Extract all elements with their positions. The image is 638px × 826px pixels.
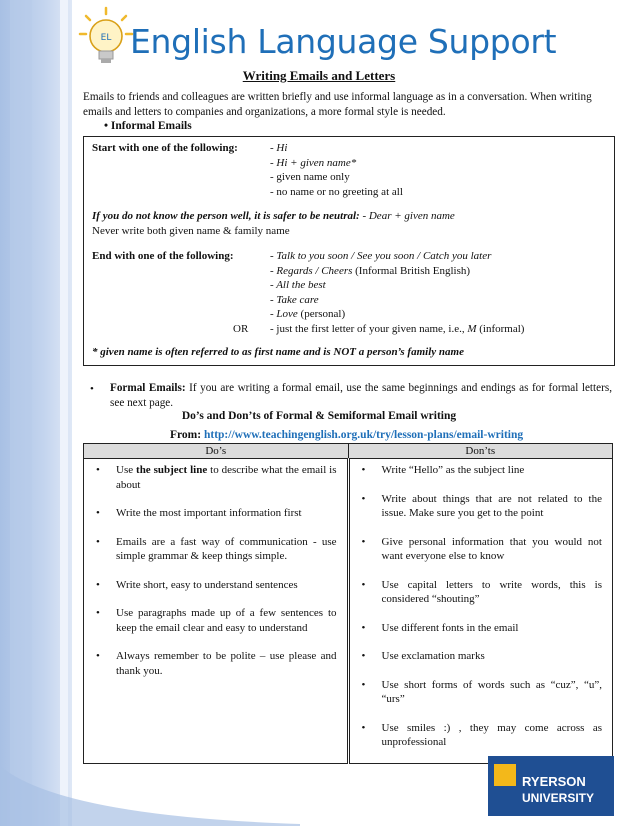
start-option-1: - Hi [270, 142, 288, 154]
ryerson-line1: RYERSON [522, 774, 586, 789]
start-label: Start with one of the following: [92, 142, 238, 154]
start-option-3: - given name only [270, 171, 350, 183]
dos-header: Do’s [84, 444, 349, 459]
donts-item: • Use smiles :) , they may come across as unprofessional [361, 721, 602, 748]
end-option-4: - Take care [270, 293, 319, 306]
informal-emails-box [83, 136, 615, 366]
end-option-6: - just the first letter of your given name, i.e., M (informal) [270, 322, 525, 335]
formal-emails-text: If you are writing a formal email, use the same beginnings and endings as for formal letters, see next page. [110, 382, 612, 409]
ryerson-university-logo [488, 756, 614, 816]
end-label: End with one of the following: [92, 250, 234, 262]
dos-item: • Write short, easy to understand sentences [96, 578, 298, 591]
donts-column [348, 459, 613, 764]
document-title: Writing Emails and Letters [242, 68, 396, 83]
donts-item: • Write “Hello” as the subject line [361, 464, 525, 476]
source-label: From: [170, 429, 204, 441]
formal-emails-paragraph [110, 381, 612, 411]
donts-item: • Use short forms of words such as “cuz”, “u”, “urs” [361, 678, 602, 705]
intro-paragraph: Emails to friends and colleagues are written briefly and use informal language as in a conversation. When writing emails and letters to companies and organizations, a more formal style is needed. [83, 91, 592, 118]
formal-emails-label: Formal Emails: [110, 382, 186, 394]
source-line [170, 429, 523, 441]
dos-item: • Use the subject line to describe what the email is about [96, 464, 337, 491]
start-option-2: - Hi + given name* [270, 156, 357, 169]
dos-item: • Emails are a fast way of communication - use simple grammar & keep things simple. [96, 535, 337, 562]
end-option-5: - Love (personal) [270, 308, 346, 320]
donts-item: • Give personal information that you would not want everyone else to know [361, 535, 602, 562]
dos-column [84, 459, 349, 764]
start-option-4: - no name or no greeting at all [270, 185, 403, 198]
lightbulb-logo-icon [78, 6, 134, 72]
donts-item: • Use different fonts in the email [361, 621, 519, 634]
end-option-3: - All the best [270, 279, 326, 291]
end-option-1: - Talk to you soon / See you soon / Catch you later [270, 250, 492, 262]
dos-item: • Use paragraphs made up of a few sentences to keep the email clear and easy to understand [96, 607, 337, 634]
dos-donts-table [83, 443, 613, 764]
bulb-text: EL [100, 33, 112, 43]
or-label: OR [233, 322, 249, 335]
end-option-2: - Regards / Cheers (Informal British English) [270, 264, 471, 277]
source-link[interactable]: http://www.teachingenglish.org.uk/try/lesson-plans/email-writing [203, 429, 524, 441]
neutral-label: If you do not know the person well, it is safer to be neutral: [92, 210, 360, 222]
donts-item: • Use capital letters to write words, this is considered “shouting” [361, 578, 602, 605]
donts-item: • Use exclamation marks [361, 650, 485, 662]
dos-item: • Always remember to be polite – use please and thank you. [96, 650, 337, 677]
informal-emails-heading: • Informal Emails [104, 120, 192, 132]
informal-emails-label: Informal Emails [110, 120, 192, 132]
dos-donts-title: Do’s and Don’ts of Formal & Semiformal Email writing [181, 410, 457, 422]
ryerson-line2: UNIVERSITY [522, 791, 595, 805]
never-line: Never write both given name & family name [92, 224, 290, 237]
dos-item: • Write the most important information first [96, 507, 302, 519]
donts-header: Don’ts [348, 444, 613, 459]
neutral-line [92, 209, 455, 224]
donts-item: • Write about things that are not related to the issue. Make sure you get to the point [361, 492, 602, 519]
neutral-value: - Dear + given name [362, 210, 455, 222]
given-name-footnote: * given name is often referred to as first name and is NOT a person’s family name [92, 346, 464, 358]
brand-title: English Language Support [130, 22, 557, 61]
formal-bullet-dot: • [90, 383, 94, 395]
